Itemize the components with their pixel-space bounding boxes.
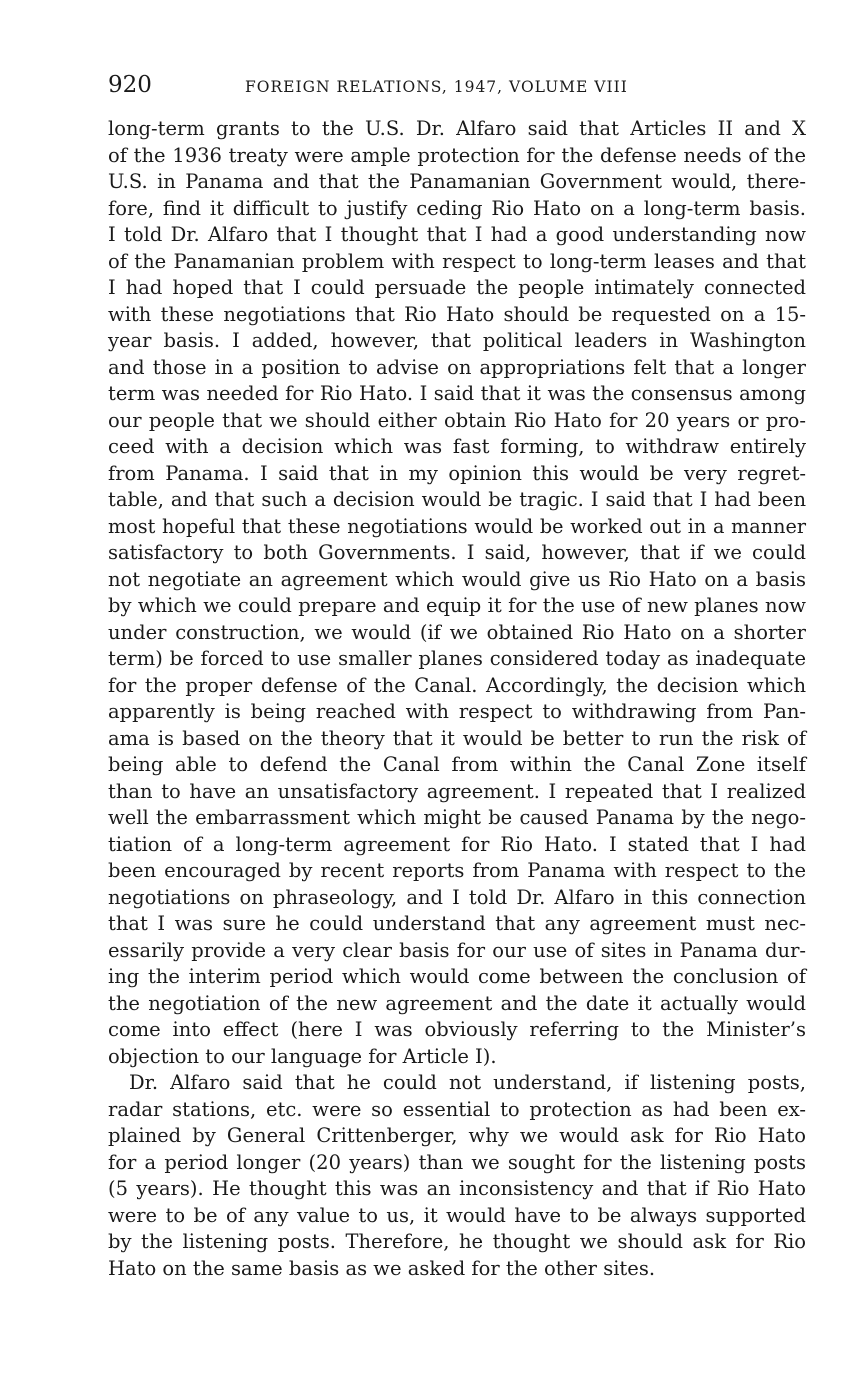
text-line: term) be forced to use smaller planes considered today as inadequate bbox=[108, 647, 806, 670]
text-line: fore, find it difficult to justify ceding Rio Hato on a long-term basis. bbox=[108, 196, 806, 220]
running-head bbox=[108, 70, 806, 106]
text-line: most hopeful that these negotiations would be worked out in a manner bbox=[108, 514, 806, 538]
text-line: that I was sure he could understand that any agreement must nec- bbox=[108, 912, 806, 935]
text-line: negotiations on phraseology, and I told Dr. Alfaro in this connection bbox=[108, 885, 806, 909]
text-line: from Panama. I said that in my opinion this would be very regret- bbox=[108, 461, 806, 485]
text-line: been encouraged by recent reports from Panama with respect to the bbox=[108, 859, 806, 882]
document-page bbox=[108, 70, 806, 1282]
text-line: I had hoped that I could persuade the people intimately connected bbox=[108, 276, 806, 299]
text-line: long-term grants to the U.S. Dr. Alfaro said that Articles II and X bbox=[108, 117, 806, 140]
text-line: ceed with a decision which was fast forming, to withdraw entirely bbox=[108, 435, 806, 458]
text-line: well the embarrassment which might be caused Panama by the nego- bbox=[108, 806, 806, 829]
text-line: year basis. I added, however, that political leaders in Washington bbox=[108, 329, 806, 352]
text-line: essarily provide a very clear basis for our use of sites in Panama dur- bbox=[108, 938, 806, 962]
text-line: under construction, we would (if we obtained Rio Hato on a shorter bbox=[108, 620, 806, 644]
text-line: plained by General Crittenberger, why we would ask for Rio Hato bbox=[108, 1124, 806, 1147]
page-number: 920 bbox=[108, 72, 152, 98]
text-line: term was needed for Rio Hato. I said that it was the consensus among bbox=[108, 382, 806, 405]
paragraph bbox=[108, 116, 806, 1070]
running-head-title: FOREIGN RELATIONS, 1947, VOLUME VIII bbox=[245, 78, 628, 96]
text-line: by the listening posts. Therefore, he thought we should ask for Rio bbox=[108, 1230, 806, 1253]
text-line: ama is based on the theory that it would be better to run the risk of bbox=[108, 726, 806, 750]
text-line: and those in a position to advise on appropriations felt that a longer bbox=[108, 355, 806, 379]
document-body bbox=[108, 116, 806, 1282]
text-line: for the proper defense of the Canal. Accordingly, the decision which bbox=[108, 673, 806, 697]
text-line: Hato on the same basis as we asked for the other sites. bbox=[108, 1256, 656, 1280]
text-line: radar stations, etc. were so essential to protection as had been ex- bbox=[108, 1097, 806, 1121]
text-line: our people that we should either obtain Rio Hato for 20 years or pro- bbox=[108, 408, 806, 432]
text-line: come into effect (here I was obviously referring to the Minister’s bbox=[108, 1018, 806, 1041]
text-line: not negotiate an agreement which would give us Rio Hato on a basis bbox=[108, 567, 806, 591]
paragraph bbox=[108, 1070, 806, 1282]
text-line: of the 1936 treaty were ample protection for the defense needs of the bbox=[108, 143, 806, 167]
text-line: I told Dr. Alfaro that I thought that I had a good understanding now bbox=[108, 223, 806, 246]
text-line: for a period longer (20 years) than we sought for the listening posts bbox=[108, 1150, 806, 1174]
text-line: of the Panamanian problem with respect to long-term leases and that bbox=[108, 249, 806, 273]
text-line: objection to our language for Article I). bbox=[108, 1044, 497, 1068]
text-line: were to be of any value to us, it would have to be always supported bbox=[108, 1203, 806, 1227]
text-line: the negotiation of the new agreement and the date it actually would bbox=[108, 991, 806, 1015]
text-line: apparently is being reached with respect to withdrawing from Pan- bbox=[108, 700, 806, 723]
text-line: U.S. in Panama and that the Panamanian Government would, there- bbox=[108, 170, 806, 193]
text-line: tiation of a long-term agreement for Rio Hato. I stated that I had bbox=[108, 832, 806, 856]
text-line: table, and that such a decision would be tragic. I said that I had been bbox=[108, 488, 806, 511]
text-line: with these negotiations that Rio Hato should be requested on a 15- bbox=[108, 302, 806, 326]
text-line: by which we could prepare and equip it for the use of new planes now bbox=[108, 594, 806, 617]
text-line: Dr. Alfaro said that he could not understand, if listening posts, bbox=[129, 1071, 806, 1094]
text-line: satisfactory to both Governments. I said, however, that if we could bbox=[108, 541, 806, 564]
text-line: being able to defend the Canal from within the Canal Zone itself bbox=[108, 753, 806, 776]
text-line: (5 years). He thought this was an inconsistency and that if Rio Hato bbox=[108, 1177, 806, 1200]
text-line: than to have an unsatisfactory agreement. I repeated that I realized bbox=[108, 779, 806, 803]
text-line: ing the interim period which would come between the conclusion of bbox=[108, 965, 806, 988]
